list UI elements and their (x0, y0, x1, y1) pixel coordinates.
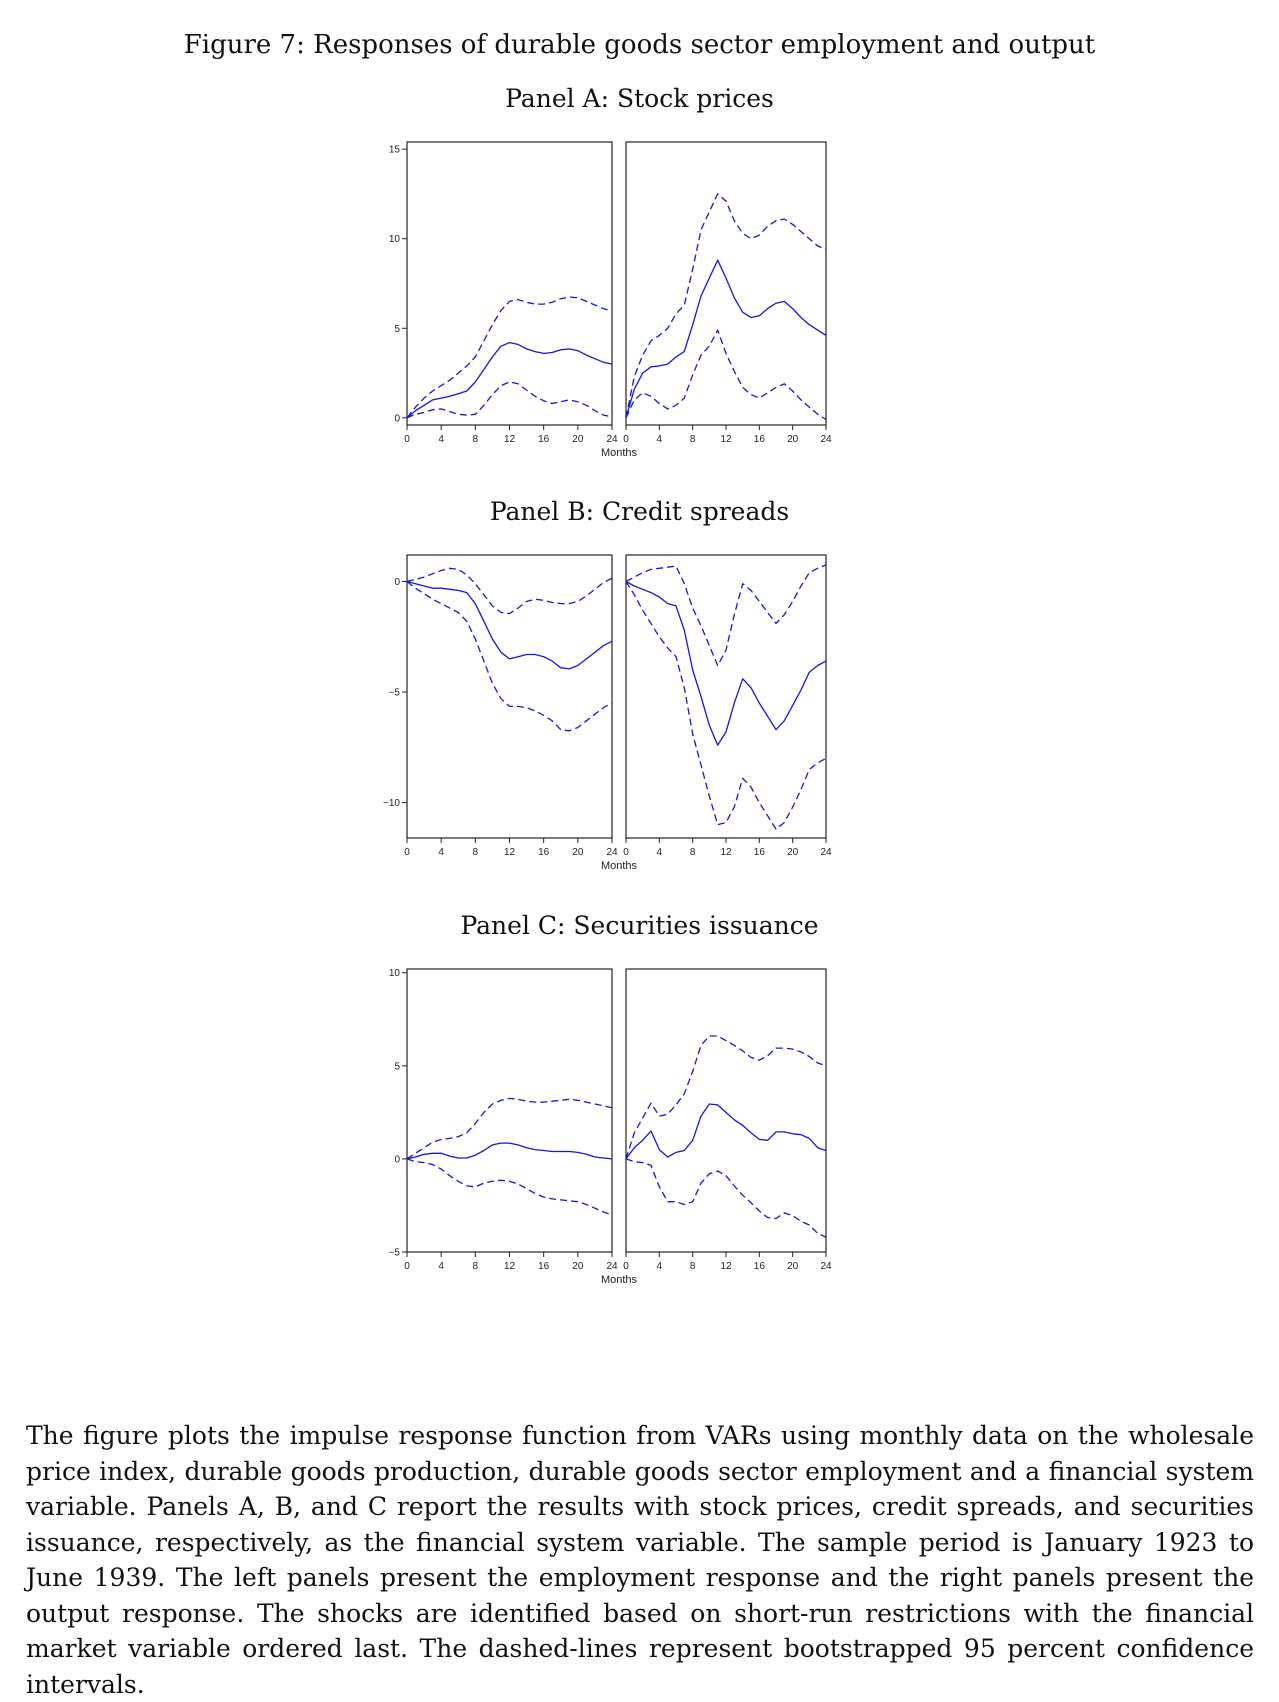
x-tick-label: 16 (538, 847, 550, 858)
x-tick-label: 4 (438, 1261, 444, 1272)
x-tick-label: 12 (720, 434, 732, 445)
x-tick-label: 4 (438, 847, 444, 858)
panel-b-chart (0, 533, 1279, 893)
impulse-response-line (626, 582, 826, 746)
x-tick-label: 20 (572, 434, 584, 445)
figure-caption: The figure plots the impulse response function from VARs using monthly data on the wholesale price index, durable goods production, durable goods sector employment and a financial system variable. Panels A, B, and C report the results with stock prices, credit spreads, and securities issuance, respectively, as the financial system variable. The sample period is January 1923 to June 1939. The left panels present the employment response and the right panels present the output response. The shocks are identified based on short-run restrictions with the financial market variable ordered last. The dashed-lines represent bootstrapped 95 percent confidence intervals. (26, 1421, 1254, 1699)
x-tick-label: 16 (753, 847, 765, 858)
impulse-response-line (407, 582, 612, 669)
x-tick-label: 0 (623, 434, 629, 445)
x-tick-label: 16 (538, 1261, 550, 1272)
x-tick-label: 24 (606, 434, 618, 445)
y-tick-label: 15 (388, 144, 400, 156)
x-axis-label: Months (600, 447, 638, 459)
right-plot-frame (626, 142, 826, 425)
confidence-band-line (626, 330, 826, 420)
x-tick-label: 12 (720, 1261, 732, 1272)
x-tick-label: 24 (606, 1261, 618, 1272)
x-tick-label: 24 (820, 847, 832, 858)
y-tick-label: 10 (388, 968, 400, 980)
confidence-band-line (626, 565, 826, 666)
x-tick-label: 20 (787, 1261, 799, 1272)
x-tick-label: 16 (753, 434, 765, 445)
x-tick-label: 20 (572, 847, 584, 858)
figure-title: Figure 7: Responses of durable goods sector employment and output (183, 30, 1096, 60)
y-tick-label: 10 (388, 234, 400, 246)
confidence-band-line (626, 1036, 826, 1159)
x-tick-label: 8 (472, 1261, 479, 1272)
panel-c-title: Panel C: Securities issuance (460, 911, 819, 940)
x-tick-label: 20 (787, 847, 799, 858)
x-tick-label: 24 (820, 1261, 832, 1272)
confidence-band-line (407, 1159, 612, 1215)
x-tick-label: 0 (404, 1261, 410, 1272)
impulse-response-line (407, 343, 612, 418)
confidence-band-line (626, 194, 826, 418)
x-tick-label: 8 (472, 434, 479, 445)
confidence-band-line (407, 297, 612, 418)
y-tick-label: 0 (394, 577, 400, 589)
x-tick-label: 4 (656, 847, 663, 858)
left-plot-frame (407, 969, 612, 1252)
y-tick-label: −5 (388, 687, 400, 699)
y-tick-label: −10 (383, 798, 400, 810)
x-tick-label: 4 (438, 434, 444, 445)
y-tick-label: 0 (394, 1154, 400, 1166)
x-tick-label: 8 (472, 847, 479, 858)
confidence-band-line (626, 582, 826, 830)
x-tick-label: 0 (404, 847, 410, 858)
x-tick-label: 8 (689, 847, 696, 858)
impulse-response-line (626, 260, 826, 418)
x-axis-label: Months (600, 1274, 638, 1286)
y-tick-label: 5 (394, 1061, 400, 1073)
x-tick-label: 0 (404, 434, 410, 445)
y-tick-label: −5 (388, 1247, 400, 1259)
x-tick-label: 8 (689, 1261, 696, 1272)
x-tick-label: 12 (503, 847, 516, 858)
x-tick-label: 24 (820, 434, 832, 445)
panel-a-chart (0, 120, 1279, 480)
confidence-band-line (626, 1159, 826, 1237)
x-tick-label: 8 (689, 434, 696, 445)
panel-a-title: Panel A: Stock prices (505, 84, 774, 113)
x-tick-label: 16 (538, 434, 550, 445)
x-axis-label: Months (600, 860, 638, 872)
panel-b-title: Panel B: Credit spreads (489, 497, 790, 526)
x-tick-label: 20 (787, 434, 799, 445)
x-tick-label: 16 (753, 1261, 765, 1272)
impulse-response-line (626, 1104, 826, 1159)
x-tick-label: 12 (503, 1261, 516, 1272)
x-tick-label: 0 (623, 1261, 629, 1272)
x-tick-label: 24 (606, 847, 618, 858)
x-tick-label: 4 (656, 1261, 663, 1272)
left-plot-frame (407, 142, 612, 425)
left-plot-frame (407, 555, 612, 838)
panel-c-chart (0, 947, 1279, 1307)
x-tick-label: 12 (720, 847, 732, 858)
confidence-band-line (407, 382, 612, 418)
y-tick-label: 5 (394, 323, 400, 335)
impulse-response-line (407, 1143, 612, 1159)
confidence-band-line (407, 1098, 612, 1159)
confidence-band-line (407, 582, 612, 731)
confidence-band-line (407, 568, 612, 613)
x-tick-label: 0 (623, 847, 629, 858)
x-tick-label: 4 (656, 434, 663, 445)
x-tick-label: 12 (503, 434, 516, 445)
y-tick-label: 0 (394, 413, 400, 425)
right-plot-frame (626, 555, 826, 838)
x-tick-label: 20 (572, 1261, 584, 1272)
